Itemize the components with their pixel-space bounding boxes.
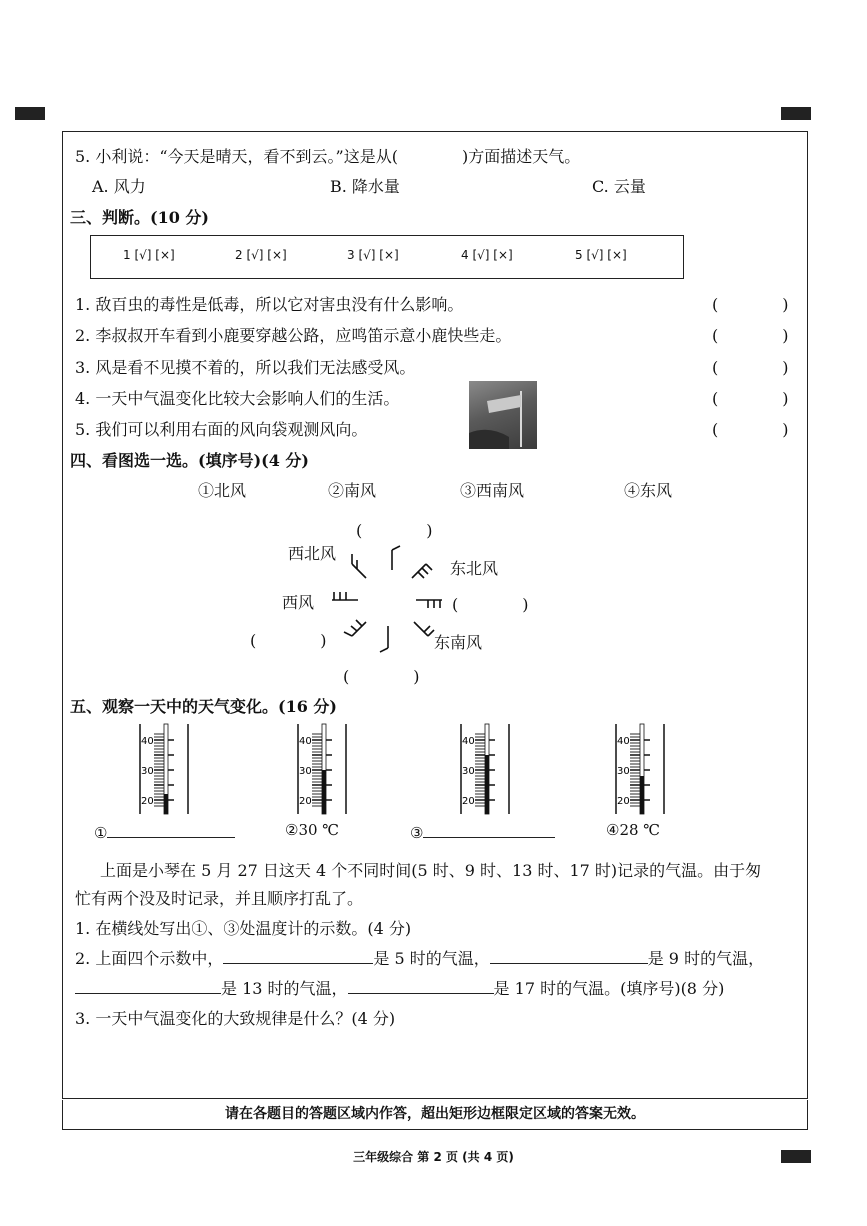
page-footer: 三年级综合 第 2 页 (共 4 页) (353, 1150, 514, 1164)
section5-q2-line1: 2. 上面四个示数中， 是 5 时的气温， 是 9 时的气温， (75, 949, 765, 968)
thermometer-scale-label: 40 (462, 736, 475, 747)
wind-symbol-northwest (352, 554, 366, 578)
section4-title: 四、看图选一选。(填序号)(4 分) (70, 451, 309, 470)
thermometer-scale-label: 30 (141, 766, 154, 777)
thermometer-caption-1: ① (94, 821, 235, 842)
q2-blank-17h[interactable] (348, 977, 494, 994)
q5-option-a: A. 风力 (92, 177, 146, 196)
thermometer-caption-4: ④28 ℃ (606, 821, 661, 839)
section5-title: 五、观察一天中的天气变化。(16 分) (70, 697, 337, 716)
judgment-answer-paren-1[interactable]: ( ) (712, 295, 789, 314)
q2-blank-5h[interactable] (223, 947, 373, 964)
registration-marker-top-right (781, 107, 811, 120)
wind-label-northeast: 东北风 (450, 559, 499, 578)
section5-paragraph-line1: 上面是小琴在 5 月 27 日这天 4 个不同时间(5 时、9 时、13 时、17 时)记录的气温。由于匆 (100, 861, 762, 880)
thermometer-1-scale (138, 722, 198, 818)
wind-symbol-east (416, 600, 442, 608)
thermometer-scale-label: 30 (299, 766, 312, 777)
thermometer-scale-label: 30 (462, 766, 475, 777)
judgment-answer-paren-5[interactable]: ( ) (712, 420, 789, 439)
q5-option-c: C. 云量 (592, 177, 646, 196)
answer-sheet-item-1[interactable]: 1 [√] [×] (123, 248, 175, 262)
thermometer-scale-label: 40 (299, 736, 312, 747)
section5-q2-line2: 是 13 时的气温， 是 17 时的气温。(填序号)(8 分) (75, 976, 724, 999)
thermometer-4 (614, 722, 674, 818)
wind-symbol-south (380, 626, 388, 652)
answer-sheet-item-3[interactable]: 3 [√] [×] (347, 248, 399, 262)
q2-blank-9h[interactable] (490, 947, 648, 964)
thermometer-scale-label: 20 (299, 796, 312, 807)
wind-label-northwest: 西北风 (288, 544, 337, 563)
wind-symbol-southeast (414, 622, 434, 636)
thermometer-3 (459, 722, 519, 818)
section3-title: 三、判断。(10 分) (70, 208, 209, 227)
section5-q3: 3. 一天中气温变化的大致规律是什么？(4 分) (75, 1009, 396, 1028)
answer-sheet-item-4[interactable]: 4 [√] [×] (461, 248, 513, 262)
thermometer-scale-label: 20 (462, 796, 475, 807)
wind-symbol-west (332, 592, 358, 600)
thermometer-1-blank[interactable] (107, 821, 235, 838)
answer-sheet-item-2[interactable]: 2 [√] [×] (235, 248, 287, 262)
wind-symbol-north (392, 546, 400, 570)
thermometer-scale-label: 40 (617, 736, 630, 747)
section4-option-2: ②南风 (328, 481, 377, 500)
wind-direction-symbols (330, 540, 450, 660)
wind-answer-paren-north[interactable]: ( ) (356, 521, 433, 540)
judgment-item-5: 5. 我们可以利用右面的风向袋观测风向。 (75, 420, 368, 439)
judgment-item-1: 1. 敌百虫的毒性是低毒，所以它对害虫没有什么影响。 (75, 295, 464, 314)
thermometer-scale-label: 20 (617, 796, 630, 807)
q2-blank-13h[interactable] (75, 977, 221, 994)
thermometer-3-blank[interactable] (423, 821, 555, 838)
thermometer-2 (296, 722, 356, 818)
judgment-answer-paren-3[interactable]: ( ) (712, 358, 789, 377)
judgment-answer-paren-4[interactable]: ( ) (712, 389, 789, 408)
judgment-answer-paren-2[interactable]: ( ) (712, 326, 789, 345)
thermometer-mercury-column (322, 770, 326, 814)
judgment-item-4: 4. 一天中气温变化比较大会影响人们的生活。 (75, 389, 400, 408)
judgment-item-3: 3. 风是看不见摸不着的，所以我们无法感受风。 (75, 358, 416, 377)
thermometer-mercury-column (640, 776, 644, 814)
thermometer-2-scale (296, 722, 356, 818)
thermometer-scale-label: 40 (141, 736, 154, 747)
wind-answer-paren-east[interactable]: ( ) (452, 595, 529, 614)
wind-label-southeast: 东南风 (434, 633, 483, 652)
thermometer-4-scale (614, 722, 674, 818)
section5-q1: 1. 在横线处写出①、③处温度计的示数。(4 分) (75, 919, 412, 938)
answer-area-notice: 请在各题目的答题区域内作答，超出矩形边框限定区域的答案无效。 (62, 1100, 808, 1130)
thermometer-3-scale (459, 722, 519, 818)
wind-answer-paren-southwest[interactable]: ( ) (250, 631, 327, 650)
wind-label-west: 西风 (282, 593, 315, 612)
section4-option-1: ①北风 (198, 481, 247, 500)
windsock-photo (469, 381, 537, 449)
section4-option-3: ③西南风 (460, 481, 525, 500)
thermometer-mercury-column (485, 755, 489, 814)
judgment-answer-sheet (90, 235, 684, 279)
windsock-icon (469, 381, 537, 449)
thermometer-scale-label: 20 (141, 796, 154, 807)
section4-option-4: ④东风 (624, 481, 673, 500)
thermometer-mercury-column (164, 794, 168, 814)
thermometer-1 (138, 722, 198, 818)
section5-q3-answer-area[interactable] (75, 1032, 795, 1094)
judgment-item-2: 2. 李叔叔开车看到小鹿要穿越公路，应鸣笛示意小鹿快些走。 (75, 326, 512, 345)
wind-symbol-southwest (344, 620, 366, 636)
thermometer-caption-2: ②30 ℃ (285, 821, 340, 839)
q5-option-b: B. 降水量 (330, 177, 400, 196)
wind-symbol-northeast (412, 564, 432, 578)
wind-answer-paren-south[interactable]: ( ) (343, 667, 420, 686)
section5-paragraph-line2: 忙有两个没及时记录，并且顺序打乱了。 (75, 889, 364, 908)
answer-sheet-item-5[interactable]: 5 [√] [×] (575, 248, 627, 262)
registration-marker-top-left (15, 107, 45, 120)
thermometer-scale-label: 30 (617, 766, 630, 777)
q5-stem: 5. 小利说：“今天是晴天，看不到云。”这是从( )方面描述天气。 (75, 147, 581, 166)
thermometer-caption-3: ③ (410, 821, 555, 842)
